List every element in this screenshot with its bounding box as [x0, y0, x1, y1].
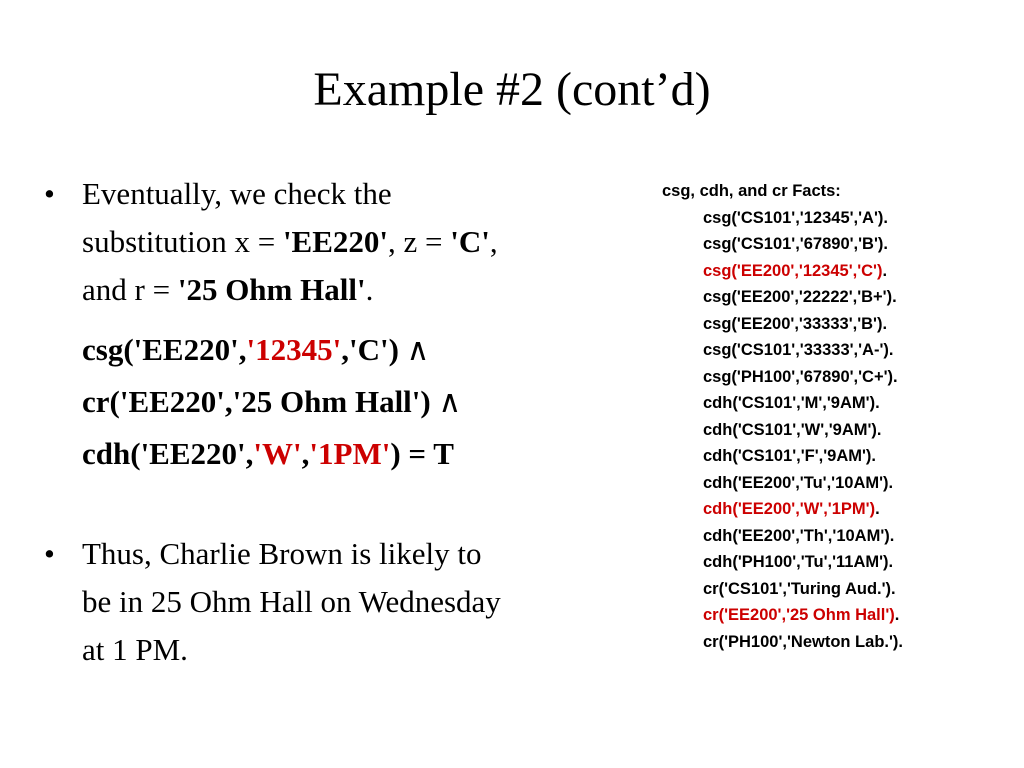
- fact-item: [662, 258, 903, 285]
- fact-item: [662, 523, 903, 550]
- fact-item: [662, 417, 903, 444]
- fact-text: cdh('EE200','Tu','10AM').: [703, 473, 894, 492]
- fact-item: [662, 576, 903, 603]
- formula-line-cr: [82, 376, 624, 428]
- fact-period: .: [894, 606, 900, 624]
- fact-item: [662, 284, 903, 311]
- formula-cr: cr('EE220','25 Ohm Hall'): [82, 384, 431, 419]
- query-formula: [44, 324, 624, 480]
- bullet-point-1: [44, 170, 624, 314]
- fact-text: csg('CS101','33333','A-').: [703, 341, 894, 359]
- bullet1-line2-mid: , z =: [388, 224, 451, 259]
- fact-period: .: [882, 261, 888, 280]
- fact-text: cdh('CS101','M','9AM').: [703, 394, 880, 412]
- fact-item: [662, 364, 903, 391]
- fact-period: .: [875, 500, 880, 518]
- bullet1-line2-post: ,: [489, 224, 498, 259]
- fact-text: cdh('CS101','F','9AM').: [703, 447, 876, 465]
- formula-cdh-comma: ,: [301, 436, 310, 471]
- fact-text: cdh('EE200','W','1PM'): [703, 500, 876, 518]
- facts-items: [662, 205, 903, 656]
- fact-text: cdh('EE200','Th','10AM').: [703, 526, 895, 545]
- fact-item: [662, 337, 903, 364]
- bullet-dot-icon: •: [44, 536, 55, 571]
- fact-item: [662, 496, 903, 523]
- fact-text: cdh('CS101','W','9AM').: [703, 420, 882, 439]
- fact-text: csg('EE200','22222','B+').: [703, 288, 897, 306]
- left-content: [44, 170, 624, 674]
- fact-item: [662, 311, 903, 338]
- fact-text: csg('EE200','12345','C'): [703, 261, 883, 280]
- bullet2-line2: be in 25 Ohm Hall on Wednesday: [82, 584, 501, 619]
- fact-item: [662, 205, 903, 232]
- fact-text: csg('CS101','12345','A').: [703, 208, 888, 227]
- formula-cdh-pre: cdh('EE220',: [82, 436, 254, 471]
- bullet2-line3: at 1 PM.: [82, 632, 188, 667]
- facts-heading: csg, cdh, and cr Facts:: [662, 182, 841, 200]
- fact-text: cr('CS101','Turing Aud.').: [703, 579, 896, 598]
- fact-text: csg('PH100','67890','C+').: [703, 367, 898, 386]
- bullet1-line1: Eventually, we check the: [82, 176, 392, 211]
- fact-item: [662, 602, 903, 629]
- bullet1-line3-pre: and r =: [82, 272, 178, 307]
- fact-text: cr('EE200','25 Ohm Hall'): [703, 606, 895, 624]
- slide-title: Example #2 (cont’d): [313, 63, 711, 116]
- bullet2-line1: Thus, Charlie Brown is likely to: [82, 536, 482, 571]
- substitution-x: 'EE220': [282, 224, 389, 259]
- formula-csg-pre: csg('EE220',: [82, 332, 247, 367]
- fact-item: [662, 443, 903, 470]
- formula-cdh-day: 'W': [253, 436, 302, 471]
- fact-text: cdh('PH100','Tu','11AM').: [703, 553, 894, 571]
- substitution-r: '25 Ohm Hall': [177, 272, 366, 307]
- formula-line-csg: [82, 324, 624, 376]
- fact-item: [662, 470, 903, 497]
- formula-csg-student-id: '12345': [246, 332, 342, 367]
- bullet-point-2: [44, 530, 624, 674]
- formula-cdh-post: ) = T: [390, 436, 454, 471]
- logical-and-icon: ∧: [438, 384, 462, 419]
- substitution-z: 'C': [450, 224, 490, 259]
- formula-csg-post: ,'C'): [341, 332, 399, 367]
- bullet1-line2-pre: substitution x =: [82, 224, 283, 259]
- fact-text: cr('PH100','Newton Lab.').: [703, 632, 903, 651]
- bullet1-line3: [82, 266, 624, 314]
- fact-item: [662, 629, 903, 656]
- fact-item: [662, 390, 903, 417]
- bullet1-line2: [82, 218, 624, 266]
- logical-and-icon: ∧: [406, 332, 430, 367]
- bullet-dot-icon: •: [44, 176, 55, 211]
- fact-text: csg('CS101','67890','B').: [703, 235, 888, 253]
- fact-item: [662, 231, 903, 258]
- formula-line-cdh: [82, 428, 624, 480]
- formula-cdh-hour: '1PM': [309, 436, 391, 471]
- fact-item: [662, 549, 903, 576]
- bullet1-line3-post: .: [365, 272, 374, 307]
- facts-list: [662, 178, 903, 655]
- fact-text: csg('EE200','33333','B').: [703, 314, 888, 333]
